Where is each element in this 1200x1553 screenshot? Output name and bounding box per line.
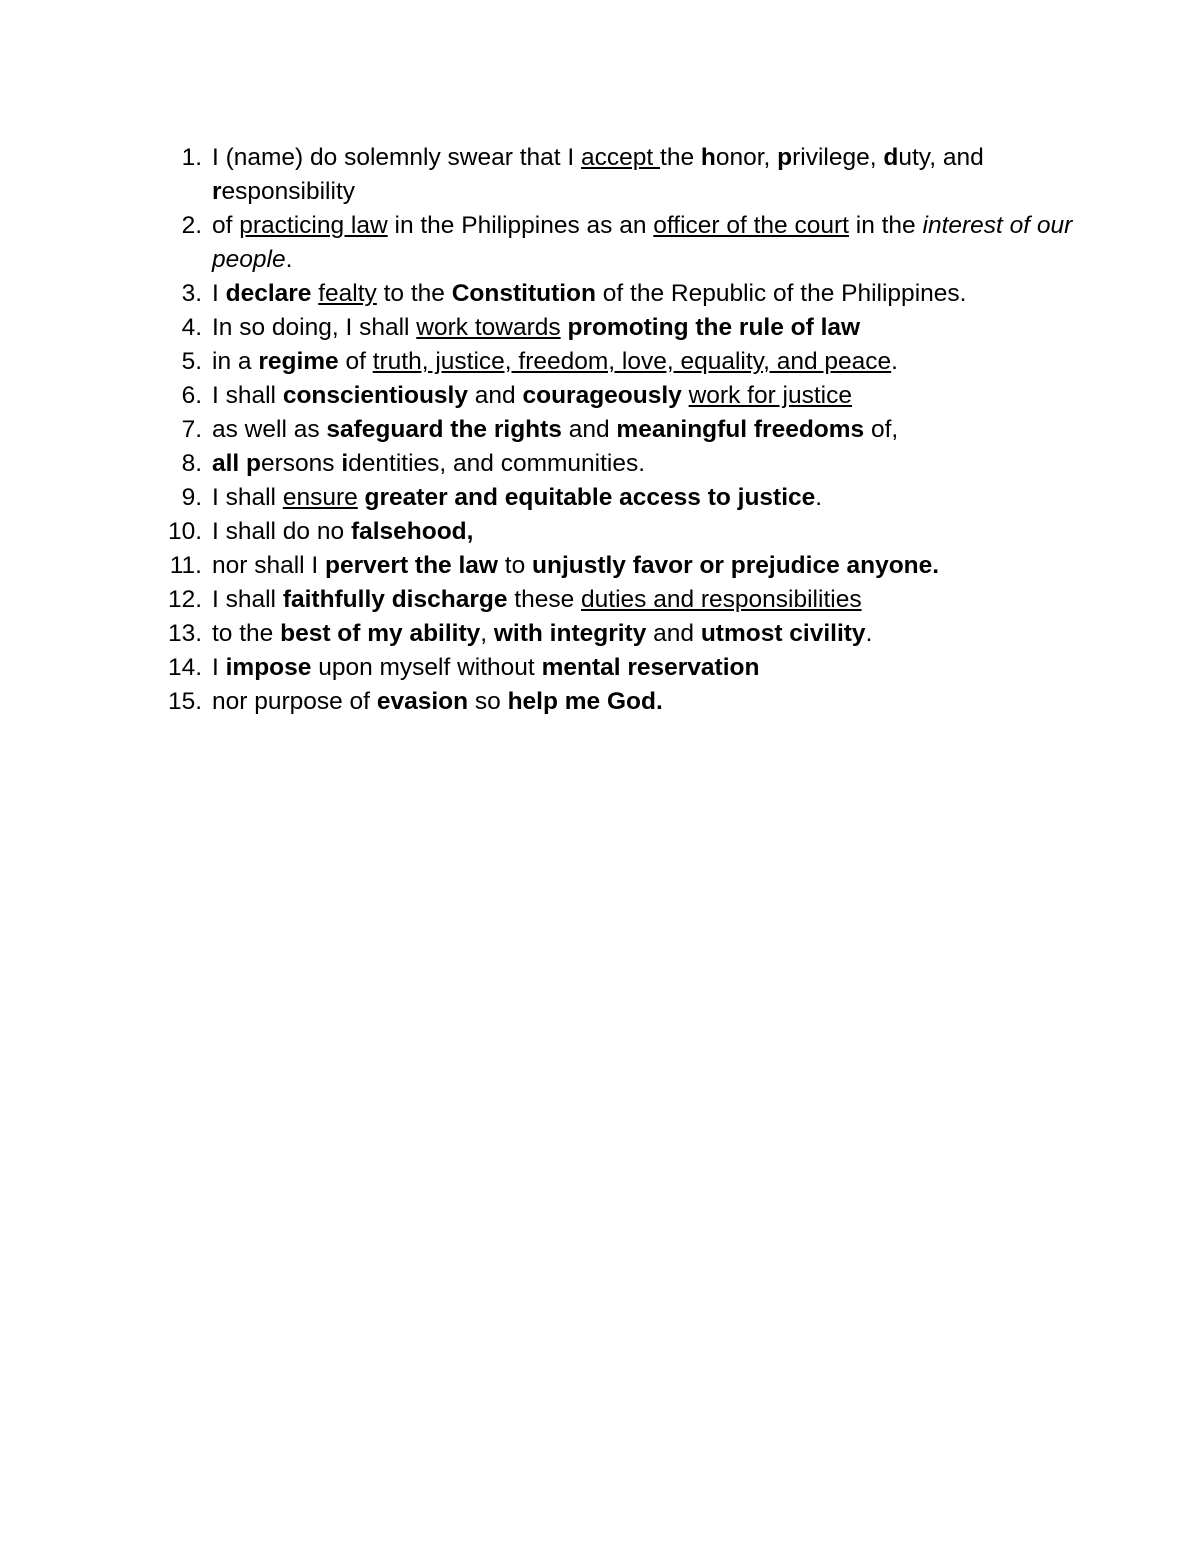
oath-line-number: 2.	[181, 212, 202, 239]
oath-text-segment: these	[507, 586, 582, 613]
oath-text-segment: to	[497, 552, 533, 579]
oath-line-number: 11.	[169, 552, 202, 579]
oath-text-segment: mental reservation	[541, 654, 760, 681]
oath-text-segment: of,	[864, 416, 899, 443]
oath-line-11	[160, 549, 1080, 583]
oath-text-segment: esponsibility	[221, 178, 356, 205]
oath-text-segment: and	[646, 620, 701, 647]
oath-text-segment: and	[467, 382, 523, 409]
oath-text-segment: .	[285, 246, 293, 273]
oath-text-segment: I (name) do solemnly swear that I	[212, 144, 582, 171]
oath-line-1	[160, 141, 1080, 209]
oath-text-segment: dentities, and communities.	[348, 450, 646, 477]
oath-text-segment: I shall	[212, 484, 283, 511]
oath-text-segment: duties and responsibilities	[581, 586, 862, 613]
oath-line-number: 10.	[167, 518, 202, 545]
oath-text-segment: officer of the court	[653, 212, 849, 239]
oath-text-segment: and	[561, 416, 617, 443]
oath-text-segment: of	[338, 348, 373, 375]
oath-text-segment: unjustly favor or prejudice anyone.	[532, 552, 940, 579]
oath-text-segment: .	[815, 484, 823, 511]
oath-line-text	[212, 144, 984, 205]
oath-text-segment: uty, and	[898, 144, 984, 171]
oath-line-text	[212, 620, 872, 647]
oath-text-segment: greater and equitable access to justice	[364, 484, 816, 511]
oath-line-number: 15.	[167, 688, 202, 715]
oath-text-segment: I shall do no	[212, 518, 351, 545]
oath-line-text	[212, 314, 860, 341]
oath-text-segment: meaningful freedoms	[616, 416, 865, 443]
oath-text-segment: to the	[376, 280, 452, 307]
oath-text-segment: accept	[581, 144, 661, 171]
oath-line-number: 8.	[181, 450, 202, 477]
oath-line-number: 9.	[181, 484, 202, 511]
oath-line-text	[212, 552, 939, 579]
oath-line-15	[160, 685, 1080, 719]
oath-text-segment: the	[660, 144, 701, 171]
oath-line-7	[160, 413, 1080, 447]
oath-text-segment: impose	[225, 654, 312, 681]
oath-line-5	[160, 345, 1080, 379]
oath-text-segment: h	[700, 144, 716, 171]
oath-text-segment: ersons	[261, 450, 342, 477]
oath-line-number: 13.	[167, 620, 202, 647]
oath-text-segment: work towards	[416, 314, 561, 341]
oath-text-segment: evasion	[376, 688, 469, 715]
oath-line-9	[160, 481, 1080, 515]
oath-text-segment: ensure	[282, 484, 358, 511]
oath-text-segment: I	[212, 280, 226, 307]
oath-line-2	[160, 209, 1080, 277]
oath-line-text	[212, 484, 822, 511]
oath-text-segment: I shall	[212, 586, 283, 613]
oath-numbered-list	[160, 141, 1080, 719]
oath-text-segment: r	[212, 178, 222, 205]
oath-text-segment: .	[891, 348, 898, 375]
oath-text-segment: fealty	[318, 280, 377, 307]
oath-text-segment: i	[341, 450, 349, 477]
oath-text-segment: so	[468, 688, 508, 715]
oath-text-segment: of the Republic of the Philippines.	[595, 280, 967, 307]
oath-text-segment: in the Philippines as an	[387, 212, 654, 239]
oath-text-segment: as well as	[212, 416, 327, 443]
oath-text-segment: I	[212, 654, 226, 681]
oath-text-segment: practicing law	[239, 212, 388, 239]
oath-text-segment: of	[212, 212, 240, 239]
oath-text-segment: onor,	[715, 144, 778, 171]
oath-line-text	[212, 586, 862, 613]
oath-line-text	[212, 212, 1072, 273]
oath-line-number: 14.	[167, 654, 202, 681]
oath-line-text	[212, 450, 645, 477]
oath-text-segment: upon myself without	[311, 654, 542, 681]
oath-text-segment	[682, 382, 689, 409]
oath-line-number: 3.	[181, 280, 202, 307]
oath-line-3	[160, 277, 1080, 311]
oath-line-text	[212, 416, 898, 443]
oath-line-text	[212, 688, 663, 715]
oath-line-text	[212, 654, 759, 681]
oath-text-segment: rivilege,	[792, 144, 884, 171]
oath-text-segment: interest of our people	[212, 212, 1073, 273]
oath-line-number: 12.	[167, 586, 202, 613]
oath-line-number: 6.	[181, 382, 202, 409]
oath-text-segment: In so doing, I shall	[212, 314, 417, 341]
oath-text-segment: .	[865, 620, 873, 647]
oath-text-segment: pervert the law	[325, 552, 498, 579]
oath-text-segment: I shall	[212, 382, 283, 409]
oath-line-6	[160, 379, 1080, 413]
oath-text-segment: nor shall I	[212, 552, 326, 579]
oath-text-segment: with integrity	[493, 620, 647, 647]
oath-line-10	[160, 515, 1080, 549]
oath-text-segment: truth, justice, freedom, love, equality, and peace	[372, 348, 892, 375]
oath-text-segment: falsehood,	[350, 518, 474, 545]
oath-line-4	[160, 311, 1080, 345]
oath-text-segment: faithfully discharge	[282, 586, 508, 613]
oath-text-segment: Constitution	[451, 280, 596, 307]
oath-text-segment: conscientiously	[282, 382, 468, 409]
oath-line-text	[212, 280, 966, 307]
oath-text-segment: best of my ability	[280, 620, 481, 647]
oath-text-segment: all p	[212, 450, 262, 477]
oath-line-text	[212, 518, 473, 545]
oath-text-segment: work for justice	[688, 382, 852, 409]
oath-text-segment	[358, 484, 365, 511]
oath-line-number: 5.	[181, 348, 202, 375]
oath-text-segment: regime	[258, 348, 339, 375]
oath-text-segment: help me God.	[507, 688, 663, 715]
oath-text-segment: safeguard the rights	[326, 416, 562, 443]
oath-line-14	[160, 651, 1080, 685]
oath-text-segment: nor purpose of	[212, 688, 377, 715]
oath-text-segment: promoting the rule of law	[567, 314, 861, 341]
oath-line-13	[160, 617, 1080, 651]
oath-text-segment: in the	[848, 212, 923, 239]
oath-line-number: 4.	[181, 314, 202, 341]
oath-text-segment: ,	[480, 620, 494, 647]
oath-line-text	[212, 382, 852, 409]
oath-text-segment: p	[777, 144, 793, 171]
oath-text-segment: in a	[212, 348, 259, 375]
oath-line-number: 1.	[181, 144, 202, 171]
oath-text-segment: to the	[212, 620, 281, 647]
oath-line-number: 7.	[181, 416, 202, 443]
oath-text-segment: utmost civility	[700, 620, 866, 647]
oath-line-12	[160, 583, 1080, 617]
oath-text-segment: declare	[225, 280, 312, 307]
oath-line-8	[160, 447, 1080, 481]
oath-text-segment: courageously	[522, 382, 682, 409]
oath-text-segment: d	[883, 144, 899, 171]
oath-line-text	[212, 348, 898, 375]
